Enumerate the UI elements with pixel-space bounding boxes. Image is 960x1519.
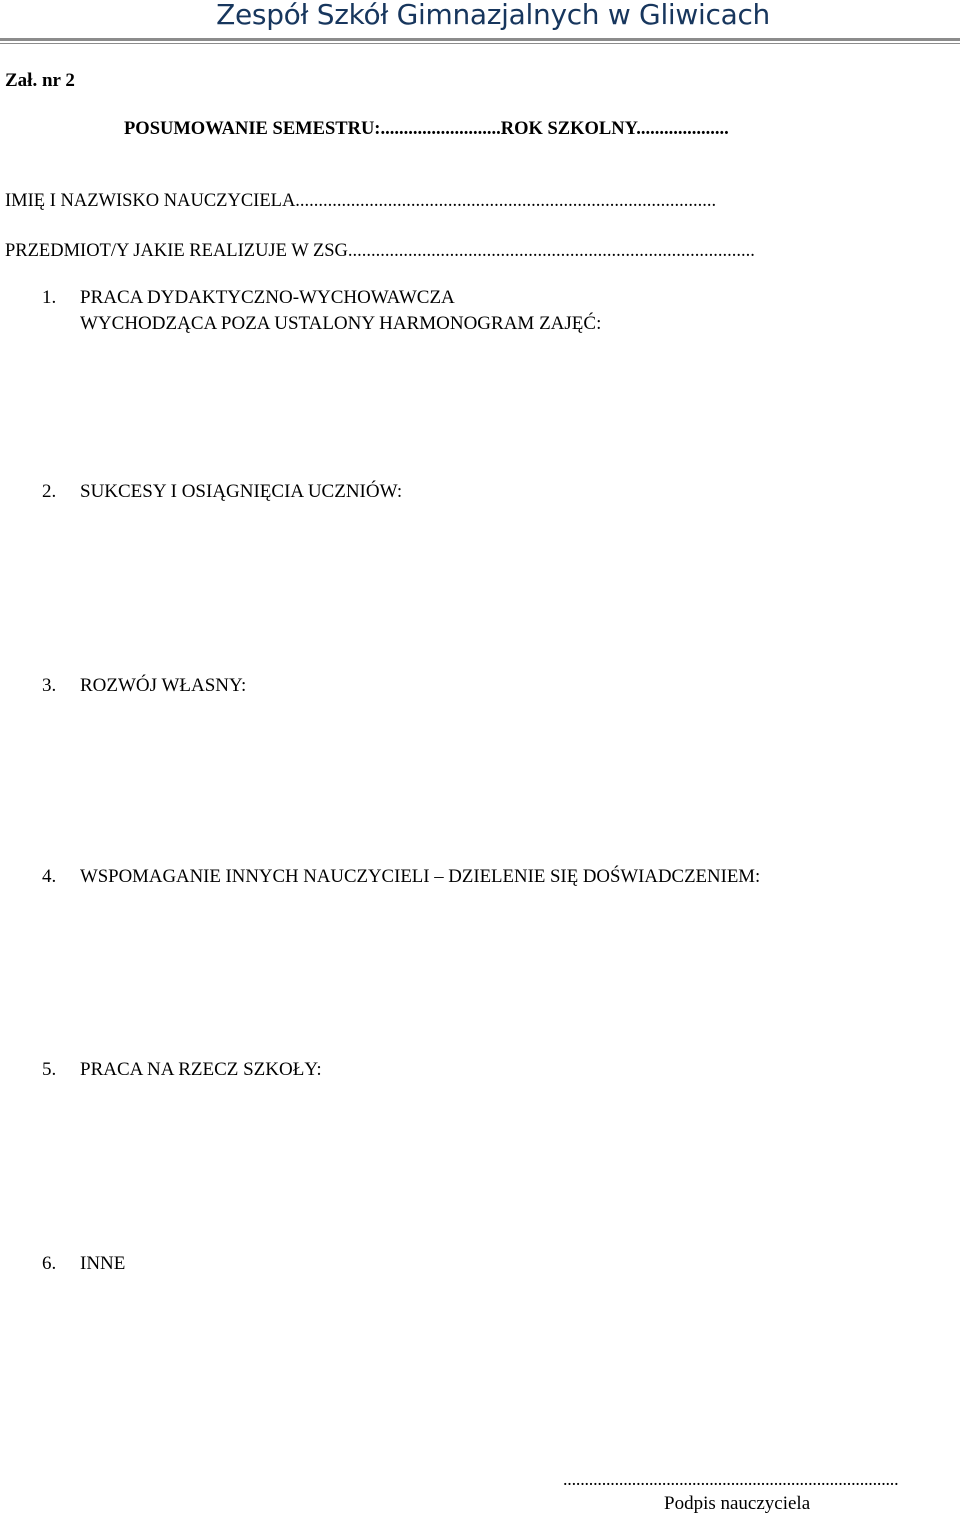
signature-label: Podpis nauczyciela	[664, 1493, 811, 1514]
section-number: 6.	[42, 1253, 57, 1274]
section-heading: INNE	[80, 1253, 126, 1274]
header-divider	[0, 38, 960, 41]
section-number: 2.	[42, 481, 57, 502]
form-title: POSUMOWANIE SEMESTRU:..........................ROK SZKOLNY....................	[124, 119, 729, 139]
teacher-name-field: IMIĘ I NAZWISKO NAUCZYCIELA...........................................................................................	[5, 191, 717, 211]
section-number: 1.	[42, 287, 57, 308]
subject-field: PRZEDMIOT/Y JAKIE REALIZUJE W ZSG........................................................................................	[5, 241, 755, 261]
signature-line: ..............................................................................	[563, 1469, 899, 1489]
section-heading-continued: WYCHODZĄCA POZA USTALONY HARMONOGRAM ZAJĘĆ:	[80, 313, 602, 334]
section-number: 5.	[42, 1059, 57, 1080]
section-heading: SUKCESY I OSIĄGNIĘCIA UCZNIÓW:	[80, 481, 403, 502]
section-heading: PRACA DYDAKTYCZNO-WYCHOWAWCZA	[80, 287, 455, 308]
header-divider-thin	[0, 43, 960, 44]
section-number: 3.	[42, 675, 57, 696]
attachment-label: Zał. nr 2	[5, 70, 75, 91]
section-heading: WSPOMAGANIE INNYCH NAUCZYCIELI – DZIELENIE SIĘ DOŚWIADCZENIEM:	[80, 866, 761, 887]
section-heading: ROZWÓJ WŁASNY:	[80, 675, 247, 696]
header-title: Zespół Szkół Gimnazjalnych w Gliwicach	[216, 0, 770, 31]
section-heading: PRACA NA RZECZ SZKOŁY:	[80, 1059, 322, 1080]
section-number: 4.	[42, 866, 57, 887]
